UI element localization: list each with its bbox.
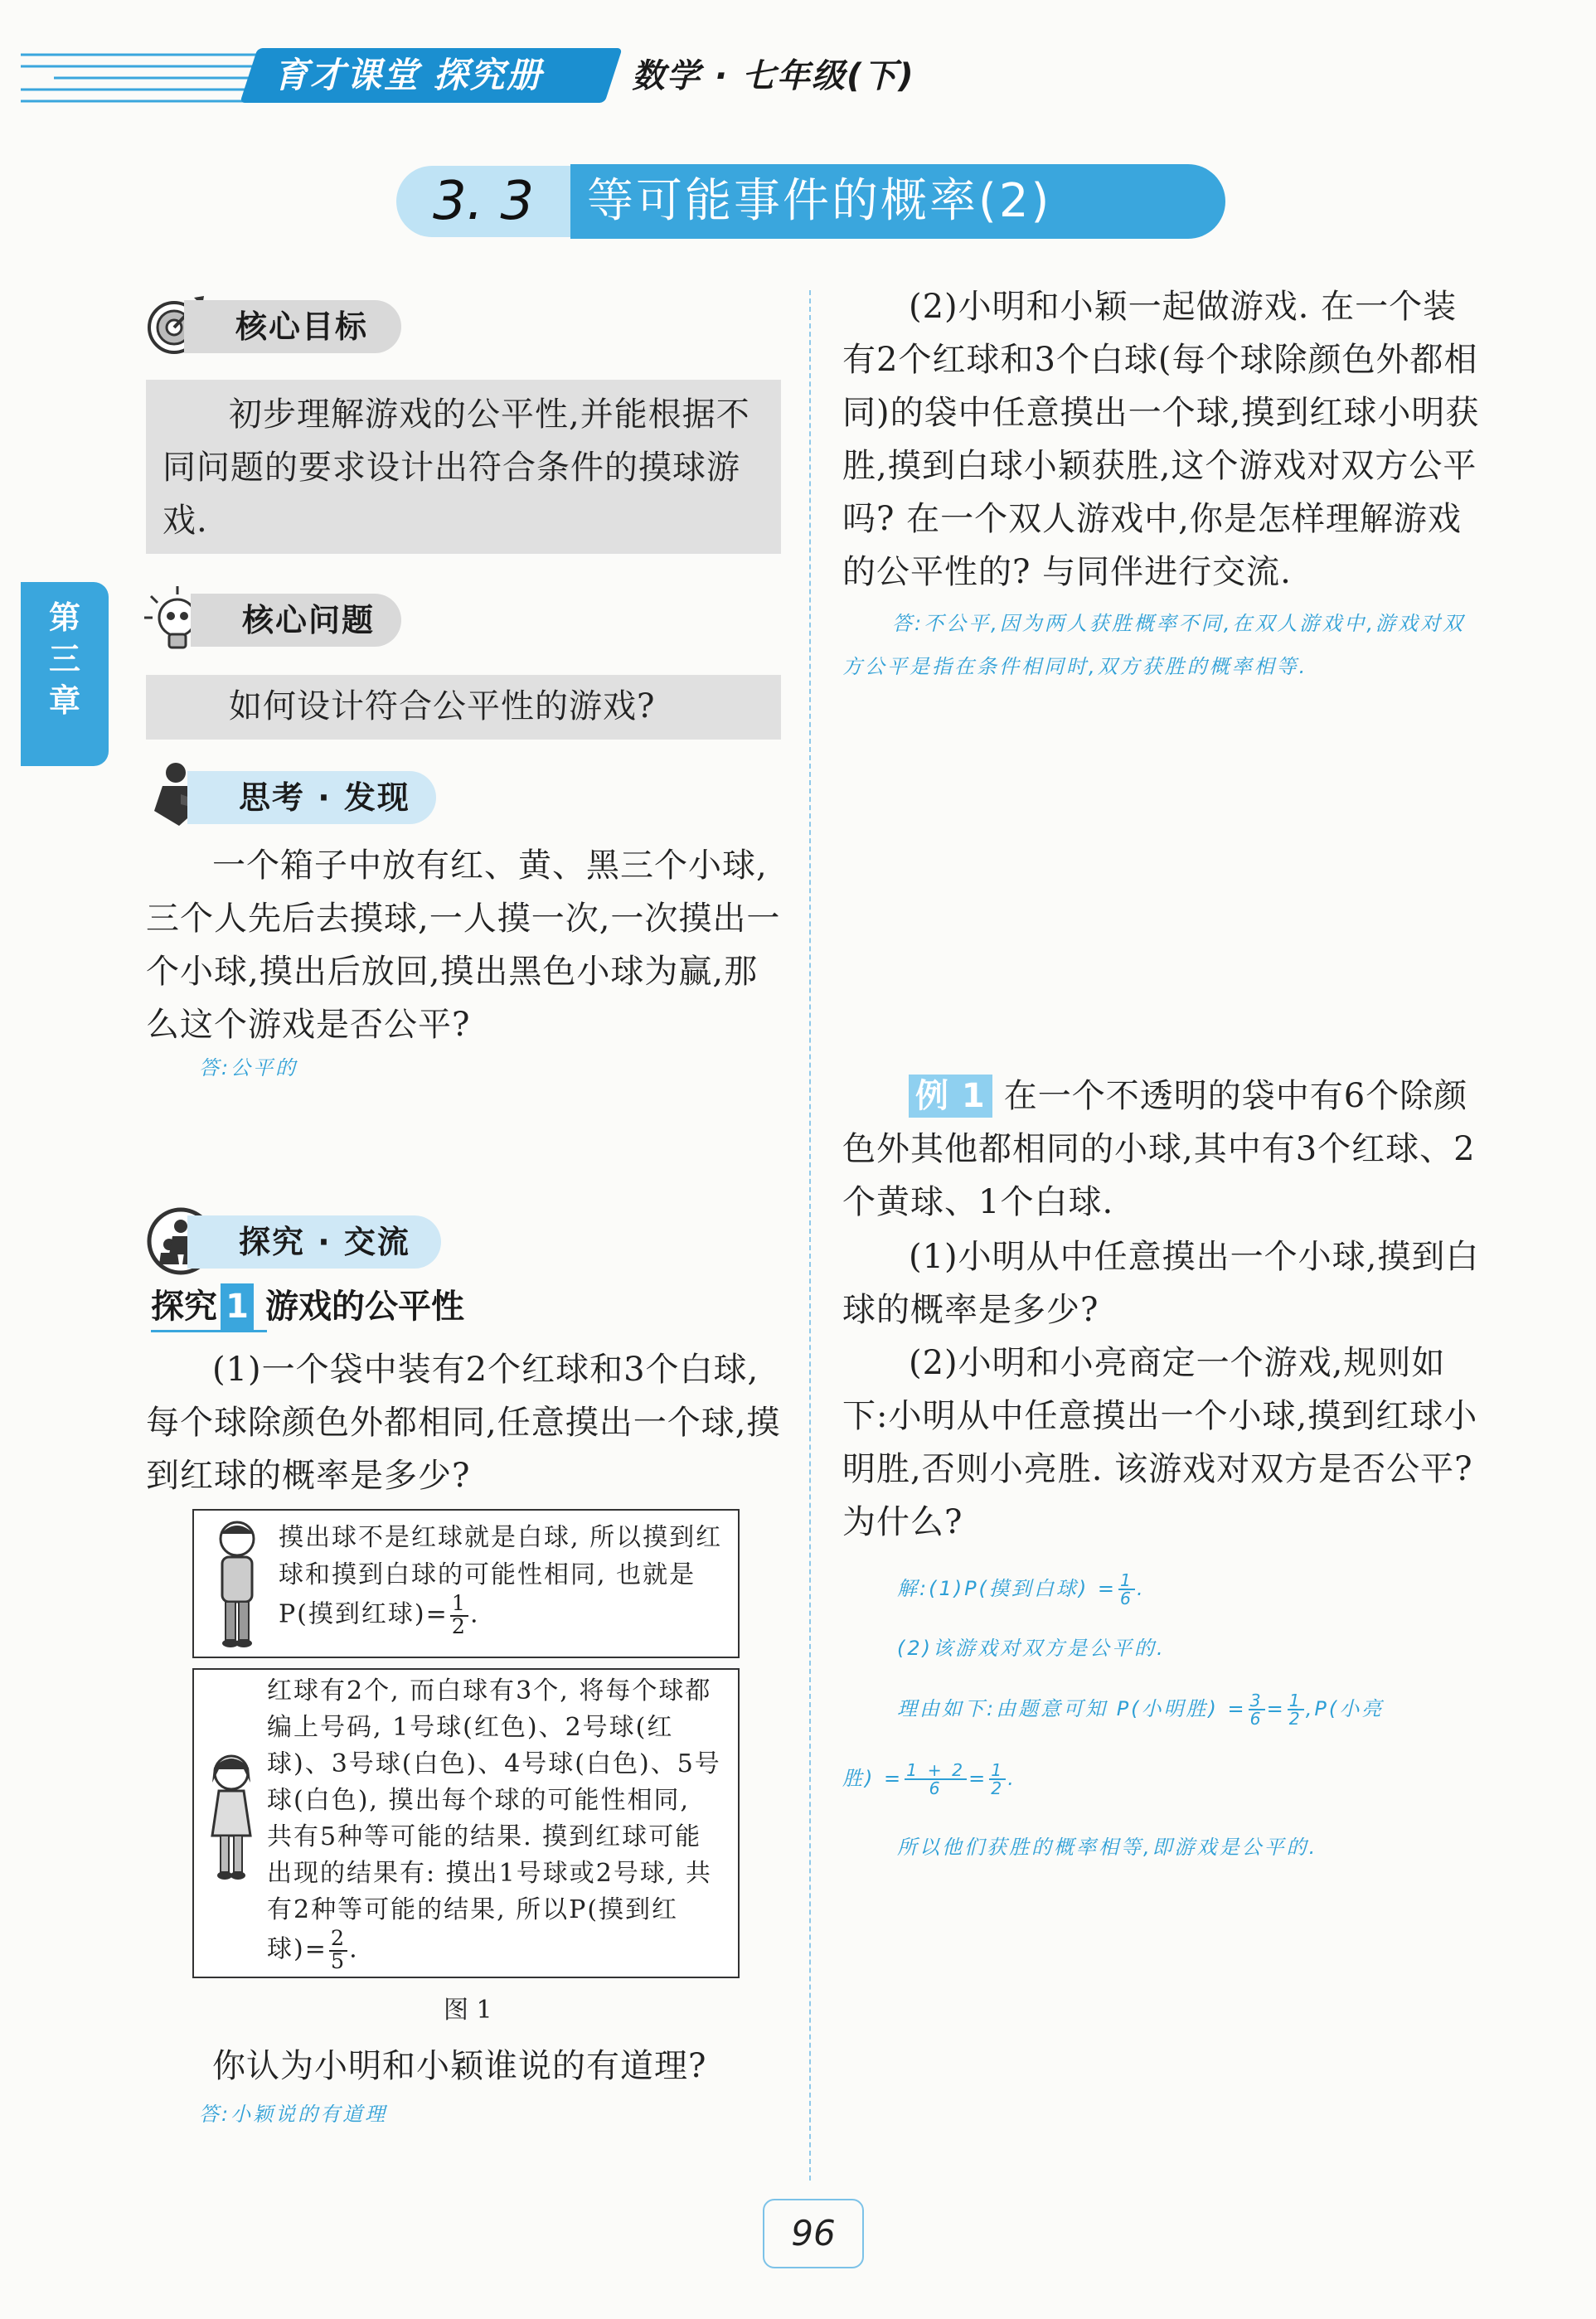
think-discover-text: 一个箱子中放有红、黄、黑三个小球,三个人先后去摸球,一人摸一次,一次摸出一个小球,摸出后放回,摸出黑色小球为赢,那么这个游戏是否公平? bbox=[146, 847, 781, 1044]
girl-speech-end: . bbox=[349, 1934, 359, 1964]
solution-l3-num1: 3 bbox=[1249, 1690, 1264, 1710]
example-1-q1: (1)小明从中任意摸出一个小球,摸到白球的概率是多少? bbox=[842, 1238, 1480, 1329]
girl-frac-num: 2 bbox=[330, 1926, 347, 1951]
core-goal-label: 核心目标 bbox=[184, 300, 401, 353]
solution-l4-eq: = bbox=[968, 1767, 988, 1790]
explore-1-heading bbox=[151, 1283, 464, 1330]
core-goal-text: 初步理解游戏的公平性,并能根据不同问题的要求设计出符合条件的摸球游戏. bbox=[163, 395, 750, 540]
solution-l1-den: 6 bbox=[1120, 1589, 1134, 1608]
solution-l1-num: 1 bbox=[1120, 1569, 1134, 1590]
solution-l3-eq: = bbox=[1266, 1697, 1286, 1720]
boy-speech-end: . bbox=[469, 1599, 480, 1629]
lesson-number: 3. 3 bbox=[396, 166, 570, 237]
girl-frac-den: 5 bbox=[330, 1948, 347, 1974]
solution-l3-num2: 1 bbox=[1288, 1690, 1303, 1710]
girl-fraction bbox=[329, 1928, 347, 1972]
explore-exchange-label: 探究 · 交流 bbox=[187, 1215, 441, 1269]
solution-l1-text: 解:(1)P(摸到白球) = bbox=[897, 1577, 1118, 1600]
core-question-text: 如何设计符合公平性的游戏? bbox=[229, 687, 656, 725]
girl-illustration bbox=[201, 1749, 262, 1882]
explore-q1: (1)一个袋中装有2个红球和3个白球,每个球除颜色外都相同,任意摸出一个球,摸到红球的概率是多少? bbox=[146, 1351, 781, 1495]
solution-line-2: (2)该游戏对双方是公平的. bbox=[897, 1637, 1166, 1660]
solution-line-5: 所以他们获胜的概率相等,即游戏是公平的. bbox=[897, 1836, 1318, 1859]
solution-line-3 bbox=[897, 1685, 1384, 1733]
solution-l3-den2: 2 bbox=[1288, 1709, 1303, 1729]
explore-number-badge: 1 bbox=[221, 1283, 254, 1330]
header-subject: 数学 · 七年级(下) bbox=[632, 57, 915, 95]
explore-prefix: 探究 bbox=[151, 1288, 217, 1326]
solution-l3-den1: 6 bbox=[1249, 1709, 1264, 1729]
girl-speech-body: 红球有2个, 而白球有3个, 将每个球都编上号码, 1号球(红色)、2号球(红球)、3号球(白色)、4号球(白色)、5号球(白色), 摸出每个球的可能性相同, 共有5种等可能的结果. 摸到红球可能出现的结果有: 摸出1号球或2号球, 共有2种等可能的结果, 所以P(摸到红球)= bbox=[267, 1676, 721, 1964]
boy-speech-text bbox=[279, 1519, 726, 1637]
solution-l3-text: 理由如下:由题意可知 P(小明胜) = bbox=[897, 1697, 1247, 1720]
solution-l4-text: 胜) = bbox=[842, 1767, 904, 1790]
boy-speech-line: 摸出球不是红球就是白球, 所以摸到红球和摸到白球的可能性相同, 也就是P(摸到红球)= bbox=[279, 1523, 723, 1629]
explore-who-answer: 答:小颖说的有道理 bbox=[199, 2103, 388, 2126]
solution-l3-post: ,P(小亮 bbox=[1305, 1697, 1385, 1720]
solution-line-4: 胜) = $\frac{1 + 2}{6}$ = $\frac{1}{2}$ . bbox=[842, 1759, 1016, 1798]
page-number: 96 bbox=[763, 2199, 864, 2268]
boy-frac-num: 1 bbox=[451, 1591, 467, 1616]
explore-heading-underline bbox=[151, 1330, 267, 1332]
think-discover-answer: 答:公平的 bbox=[199, 1056, 298, 1079]
core-question-label: 核心问题 bbox=[191, 594, 401, 647]
chapter-tab-label: 第三章 bbox=[48, 599, 80, 719]
explore-q2: (2)小明和小颖一起做游戏. 在一个装有2个红球和3个白球(每个球除颜色外都相同)的袋中任意摸出一个球,摸到红球小明获胜,摸到白球小颖获胜,这个游戏对双方公平吗? 在一个双人游戏中,你是怎样理解游戏的公平性的? 与同伴进行交流. bbox=[842, 288, 1480, 591]
think-discover-label: 思考 · 发现 bbox=[187, 771, 436, 824]
example-1-q2: (2)小明和小亮商定一个游戏,规则如下:小明从中任意摸出一个小球,摸到红球小明胜,否则小亮胜. 该游戏对双方是否公平? 为什么? bbox=[842, 1344, 1478, 1541]
solution-l3-frac-1 bbox=[1249, 1692, 1265, 1728]
figure-caption: 图 1 bbox=[444, 1996, 492, 2025]
explore-who-question: 你认为小明和小颖谁说的有道理? bbox=[212, 2047, 707, 2085]
solution-l4-den1: 6 bbox=[929, 1778, 943, 1798]
column-divider bbox=[809, 290, 811, 2181]
boy-illustration bbox=[204, 1517, 270, 1650]
solution-l4-frac-1 bbox=[905, 1759, 967, 1798]
example-1-text bbox=[842, 1070, 1481, 1229]
solution-l4-den2: 2 bbox=[991, 1778, 1005, 1798]
solution-l4-frac-2 bbox=[989, 1759, 1006, 1798]
header-series-title: 育才课堂 探究册 bbox=[274, 55, 543, 95]
explore-q2-answer: 答:不公平,因为两人获胜概率不同,在双人游戏中,游戏对双方公平是指在条件相同时,双方获胜的概率相等. bbox=[842, 612, 1465, 678]
header-decoration-lines bbox=[21, 48, 278, 114]
explore-title: 游戏的公平性 bbox=[265, 1288, 464, 1326]
solution-l4-num1: 1 + 2 bbox=[906, 1759, 966, 1780]
example-1-body: 在一个不透明的袋中有6个除颜色外其他都相同的小球,其中有3个红球、2个黄球、1个白球. bbox=[842, 1077, 1476, 1221]
solution-l3-frac-2 bbox=[1288, 1692, 1304, 1728]
boy-frac-den: 2 bbox=[451, 1613, 467, 1639]
girl-speech-text bbox=[267, 1673, 725, 1972]
example-1-badge: 例 1 bbox=[909, 1075, 992, 1118]
solution-l4-num2: 1 bbox=[991, 1759, 1005, 1780]
solution-line-1: 解:(1)P(摸到白球) = $\frac{1}{6}$ . bbox=[897, 1569, 1146, 1608]
solution-l1-fraction bbox=[1118, 1569, 1135, 1608]
boy-fraction bbox=[450, 1591, 468, 1639]
lesson-title: 等可能事件的概率(2) bbox=[570, 164, 1225, 239]
